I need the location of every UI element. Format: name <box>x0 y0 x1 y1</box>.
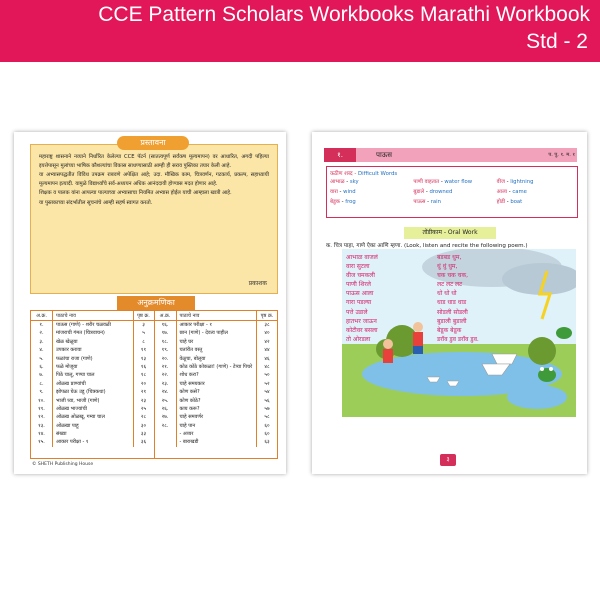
word-separator: - <box>337 189 344 195</box>
toc-row-page: ४८ <box>264 363 270 370</box>
toc-row-name: ओळख ओळखू, गम्या चाल <box>53 413 134 421</box>
toc-row-name: ओळखा पाहू <box>53 422 134 430</box>
toc-row-name: भाजी घ्या, भाजी (गाणे) <box>53 397 134 405</box>
word-english: came <box>512 189 527 195</box>
toc-row-name: फळांचा राजा (गाणे) <box>53 355 134 363</box>
toc-row <box>155 380 278 388</box>
preface-paragraph: या पुस्तकाच्या संदर्भातील सूचनांचे आम्ही सहर्ष स्वागत करतो. <box>39 199 153 206</box>
toc-row-no: १७. <box>155 329 177 337</box>
word-english: lightning <box>510 179 534 185</box>
toc-row-no: २०. <box>155 355 177 363</box>
toc-header-page: पृष्ठ क्र. <box>137 313 150 319</box>
toc-row-name: झोपळा घेऊ उडू (चित्रकथा) <box>53 388 134 396</box>
toc-row-no <box>155 438 177 446</box>
oral-work-label: तोंडीकाम - Oral Work <box>404 227 496 239</box>
toc-row-no: २२. <box>155 371 177 379</box>
poem-line: पाऊस आला <box>346 290 374 298</box>
toc-row-page: ११ <box>140 347 147 354</box>
word-english: boat <box>510 199 523 205</box>
poem-line: पत्ते उडाले <box>346 308 368 316</box>
toc-row <box>31 346 154 354</box>
toc-header-name: पाठाचे नाव <box>53 311 134 320</box>
instruction-text: क. चित्र पाहा, गाणे ऐका आणि म्हणा. (Look, listen and recite the following poem.) <box>326 243 528 249</box>
poem-right-column <box>437 253 479 344</box>
toc-row-no: १८. <box>155 338 177 346</box>
toc-row-name: ओळख भाज्यांची <box>53 405 134 413</box>
word-marathi: वारा <box>330 189 338 195</box>
toc-row-name: - बाराखडी <box>177 438 258 446</box>
toc-row <box>31 321 154 329</box>
toc-row-name: खेळ खेळूया <box>53 338 134 346</box>
poem-left-column <box>346 253 378 344</box>
toc-row-page: ३ <box>142 322 145 328</box>
toc-header <box>155 311 278 321</box>
toc-row-name: कोण कसे? <box>177 388 258 396</box>
toc-row <box>155 321 278 329</box>
toc-row-no: १२. <box>31 413 53 421</box>
poem-line: सोडली सोडली <box>437 308 468 316</box>
poem-line: बडबड धुम, <box>437 254 462 261</box>
table-of-contents <box>30 310 278 459</box>
toc-row-name: शोध करा? <box>177 371 258 379</box>
toc-row-name: आकार परीक्षा - १ <box>177 321 258 329</box>
words-row <box>327 197 577 207</box>
toc-row <box>155 422 278 430</box>
word-separator: - <box>507 189 513 195</box>
poem-line: बेडूक बेडूक <box>437 326 462 334</box>
word-pair <box>327 177 410 187</box>
word-marathi: होडी <box>496 199 506 205</box>
word-marathi: पाऊस <box>413 199 426 205</box>
toc-row-no: २. <box>31 329 53 337</box>
poem-line: चक चक चक, <box>437 272 468 280</box>
preface-box <box>30 144 278 294</box>
toc-row-no: १९. <box>155 346 177 354</box>
toc-row <box>31 329 154 337</box>
toc-row-page: २० <box>140 380 147 387</box>
toc-row <box>155 346 278 354</box>
word-pair <box>327 197 410 207</box>
poem-line: धाड धाड धाड <box>437 299 467 307</box>
poem-line: धुं धुं धुम, <box>437 263 458 271</box>
word-marathi: आला <box>496 189 508 195</box>
toc-row-no: ८. <box>31 380 53 388</box>
word-pair <box>410 197 493 207</box>
toc-row-name: उपकार करावा <box>53 346 134 354</box>
toc-row-page: ५ <box>142 330 145 337</box>
toc-row-no: २७. <box>155 413 177 421</box>
poem-line: गारा पडल्या <box>346 299 372 307</box>
toc-row-page: १६ <box>140 363 147 370</box>
right-page <box>312 132 587 474</box>
toc-row-name: काय करू? <box>177 405 258 413</box>
word-english: drowned <box>429 189 453 195</box>
toc-row <box>31 397 154 405</box>
toc-row <box>155 438 278 446</box>
words-table <box>327 177 577 207</box>
poem-line: बुडाली बुडाली <box>437 317 467 325</box>
toc-row-page: ३८ <box>264 322 270 328</box>
toc-row-name: चाहे समयकार <box>177 380 258 388</box>
toc-row <box>31 438 154 446</box>
toc-row-no: ५. <box>31 355 53 363</box>
poem-line: तो ओरडला <box>346 335 371 343</box>
toc-row-name: चाहे समवर्णर <box>177 413 258 421</box>
word-english: frog <box>345 199 356 205</box>
toc-header-no: अ.क्र. <box>155 311 177 320</box>
word-marathi: बुडाले <box>413 189 425 195</box>
toc-row-page: ५० <box>264 372 270 379</box>
toc-column-left <box>31 311 154 458</box>
toc-row-page: ५८ <box>264 414 270 421</box>
heading-marathi: कठीण शब्द - <box>330 171 357 177</box>
toc-row <box>155 430 278 438</box>
toc-row-page: २१ <box>140 389 147 396</box>
toc-row-page: ३० <box>140 422 147 429</box>
word-separator: - <box>505 199 511 205</box>
poem-line: धो धो धो <box>437 290 457 298</box>
poem-line: डरॉव डुव डरॉव डुव. <box>437 335 479 343</box>
toc-row-page: ४२ <box>264 338 270 345</box>
word-separator: - <box>439 179 445 185</box>
toc-row-name: संख्या <box>53 430 134 438</box>
poem-line: लट लट लट <box>437 281 463 289</box>
toc-row-name: कोण कोठे? <box>177 397 258 405</box>
poem-line: वारा सुटला <box>346 263 370 271</box>
toc-header <box>31 311 154 321</box>
toc-row-no: २३. <box>155 380 177 388</box>
toc-row-no: ४. <box>31 346 53 354</box>
toc-row-no: १६. <box>155 321 177 329</box>
toc-row-page: ६३ <box>264 439 270 446</box>
toc-row-name: - अव्यर <box>177 430 258 438</box>
poem-line: आभाळ वाजलं <box>346 254 378 261</box>
words-row <box>327 187 577 197</box>
word-marathi: वीज <box>496 179 505 185</box>
toc-row-no: ७. <box>31 371 53 379</box>
toc-row-no: २१. <box>155 363 177 371</box>
toc-row <box>31 413 154 421</box>
toc-row-page: ४६ <box>264 355 270 362</box>
toc-row-name: कोठ कोठे कोकळा! (गाणे) - टेप्या पिचरे <box>177 363 258 371</box>
toc-row <box>31 371 154 379</box>
toc-row-name: पाऊस (गाणे) - शरीर चळवळी <box>53 321 134 329</box>
toc-row-no: २६. <box>155 405 177 413</box>
toc-column-right <box>154 311 278 458</box>
word-pair <box>494 187 577 197</box>
toc-row-page: १३ <box>140 355 147 362</box>
toc-row-page: ४४ <box>264 347 270 354</box>
word-pair <box>410 187 493 197</box>
toc-row-name: चाहे घर <box>177 338 258 346</box>
toc-row <box>155 355 278 363</box>
toc-row-name: छान (गाणे) - देवत्व पाहील <box>177 329 258 337</box>
toc-row-name: चतांरीत वस्तू <box>177 346 258 354</box>
toc-row-no: २८. <box>155 422 177 430</box>
publisher-credit: © SHETH Publishing House <box>32 462 94 467</box>
chapter-code: प. पु. १. म. १ <box>548 152 575 158</box>
toc-row-page: ५६ <box>264 397 270 404</box>
toc-row <box>155 413 278 421</box>
toc-title: अनुक्रमणिका <box>117 296 195 310</box>
toc-row-no: ३. <box>31 338 53 346</box>
preface-paragraph: महाराष्ट्र शासनाने नव्याने निर्धारित केलेल्या CCE पॅटर्न (सातत्यपूर्ण सर्वंकष मूल्यमापन) वर आधारित, अगदी पहिल्या इयत्तेपासून मुलांच्या भाषिक कौशल्यांचा विकास साधण्यासाठी आम्ही ही सराव पुस्तिका तयार केली आहे. <box>39 154 269 169</box>
toc-row <box>31 355 154 363</box>
toc-row-no: २४. <box>155 388 177 396</box>
poem-line: वीज चमकली <box>346 272 375 280</box>
word-marathi: आभाळ <box>330 179 345 185</box>
poem-line: हातभर जाऊन <box>346 317 377 325</box>
words-row <box>327 177 577 187</box>
toc-row-no: १५. <box>31 438 53 446</box>
toc-row-page: ४० <box>264 330 270 337</box>
toc-row <box>155 397 278 405</box>
toc-row-no: ९. <box>31 388 53 396</box>
word-english: sky <box>349 179 359 185</box>
toc-row-no: १०. <box>31 397 53 405</box>
toc-row-page: २८ <box>140 414 147 421</box>
word-marathi: बेडूक <box>330 199 340 205</box>
poem-illustration <box>342 249 576 417</box>
toc-row <box>31 430 154 438</box>
toc-row-no <box>155 430 177 438</box>
page-number: ३ <box>440 454 456 466</box>
toc-row <box>31 405 154 413</box>
toc-row <box>155 388 278 396</box>
word-pair <box>494 197 577 207</box>
preface-paragraph: शिक्षक व पालक यांना आपल्या पाल्याच्या अभ्यासाचा नियमित अभ्यास होईल याची आम्हाला खात्री आहे. <box>39 190 232 197</box>
toc-row-name: पिठे चालू, गण्या चाल <box>53 371 134 379</box>
toc-row <box>155 363 278 371</box>
toc-row-name: फळे मोजूया <box>53 363 134 371</box>
toc-row-page: ५७ <box>264 405 270 412</box>
preface-signature: प्रकाशक <box>248 280 267 287</box>
left-page <box>14 132 286 474</box>
toc-row <box>155 338 278 346</box>
word-marathi: पाणी वाहतात <box>413 179 440 185</box>
toc-row-page: ६० <box>264 431 270 438</box>
toc-row-page: २५ <box>140 405 147 412</box>
word-separator: - <box>344 179 350 185</box>
toc-row-no: ६. <box>31 363 53 371</box>
toc-row-page: ५४ <box>264 389 270 396</box>
toc-row-page: ३३ <box>140 431 147 438</box>
word-pair <box>327 187 410 197</box>
toc-header-no: अ.क्र. <box>31 311 53 320</box>
toc-row <box>31 388 154 396</box>
chapter-title: पाऊस <box>356 148 577 162</box>
toc-row-page: ३६ <box>140 439 147 446</box>
toc-row-page: ५२ <box>264 380 270 387</box>
toc-row <box>155 329 278 337</box>
toc-row <box>155 371 278 379</box>
toc-row-no: २५. <box>155 397 177 405</box>
difficult-words-heading <box>327 167 577 177</box>
toc-row-page: ६० <box>264 422 270 429</box>
toc-header-page: पृष्ठ क्र. <box>260 313 274 319</box>
title-banner <box>0 0 600 62</box>
toc-row-name: वेळूचा, बोलूया <box>177 355 258 363</box>
word-separator: - <box>339 199 346 205</box>
toc-row-name: मांजराची गंमत (चित्रवाचन) <box>53 329 134 337</box>
poem-line: कोटीवर बसला <box>346 326 378 334</box>
toc-row-name: ओळख प्राण्यांची <box>53 380 134 388</box>
word-separator: - <box>424 189 430 195</box>
word-separator: - <box>425 199 431 205</box>
toc-row-name: आकार परीक्षा - १ <box>53 438 134 446</box>
toc-row-no: ११. <box>31 405 53 413</box>
word-separator: - <box>504 179 511 185</box>
banner-std: Std - 2 <box>526 30 588 53</box>
preface-title: प्रस्तावना <box>117 136 189 150</box>
word-pair <box>410 177 493 187</box>
toc-row <box>31 422 154 430</box>
toc-row-name: चाहे पान <box>177 422 258 430</box>
banner-title: CCE Pattern Scholars Workbooks Marathi Workbook <box>98 3 590 26</box>
heading-english: Difficult Words <box>357 171 398 177</box>
word-english: wind <box>343 189 356 195</box>
word-pair <box>494 177 577 187</box>
toc-row <box>155 405 278 413</box>
difficult-words-box <box>326 166 578 218</box>
toc-row-no: १. <box>31 321 53 329</box>
word-english: rain <box>430 199 441 205</box>
toc-row-page: १८ <box>140 372 147 379</box>
toc-row <box>31 363 154 371</box>
toc-header-name: पाठाचे नाव <box>177 311 258 320</box>
toc-row-page: २३ <box>140 397 147 404</box>
toc-row-no: १३. <box>31 422 53 430</box>
preface-paragraph: या अभ्यासपद्धतीत विविध उपक्रम राबवणे अपेक्षित आहे; उदा. मौखिक काम, चित्रवर्णन, गटकार्य, प्रकल्प, सहाध्यायी मूल्यमापन इत्यादी. यामुळे विद्यार्थ्यांचे सर्व-अध्ययन अधिक आनंददायी होण्यास मदत होणार आहे. <box>39 172 269 187</box>
toc-row <box>31 380 154 388</box>
word-english: water flow <box>444 179 473 185</box>
toc-row <box>31 338 154 346</box>
toc-row-no: १४. <box>31 430 53 438</box>
chapter-number: १. <box>324 148 356 162</box>
poem-line: पाणी शिरले <box>346 281 371 289</box>
toc-row-page: ८ <box>142 338 145 345</box>
